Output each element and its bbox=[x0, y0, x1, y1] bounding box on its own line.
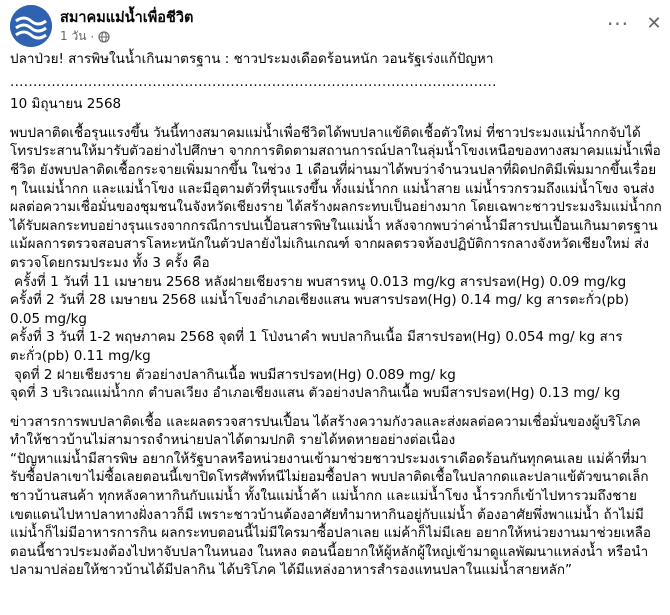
post-header bbox=[0, 0, 670, 54]
post-date: 10 มิถุนายน 2568 bbox=[10, 96, 122, 113]
page-name[interactable]: สมาคมแม่น้ำเพื่อชีวิต bbox=[60, 10, 194, 26]
river-logo-icon bbox=[10, 5, 52, 47]
dotted-rule: .......................................................................................................... bbox=[10, 73, 497, 90]
fisher-quote: “ปัญหาแม่น้ำมีสารพิษ อยากให้รัฐบาลหรือหน่วยงานเข้ามาช่วยชาวประมงเราเดือดร้อนกันทุกคนเลย แม่ค้าที่มารับซื้อปลาเขาไม่ซื้อเลยตอนนี้เขาปิดโทรศัพท์หนีไม่ยอมซื้อปลา พบปลาติดเชื้อในปลากดและปลาแข้ตัวขนาดเล็ก ชาวบ้านสนค้า ทุกหลังคาหากินกับแม่น้ำ ทั้งในแม่น้ำค้า แม่น้ำกก และแม่น้ำโขง น้ำรวกก็เข้าไปหารวมถึงชายเขตแดนไปหาปลาทางฝั่งลาวก็มี เพราะชาวบ้านต้องอาศัยทำมาหากินอยู่กับแม่น้ำ ต้องอาศัยพึ่งพาแม่น้ำ ถ้าไม่มีแม่น้ำก็ไม่มีอาหารการกิน ผลกระทบตอนนี้ไม่มีใครมาซื้อปลาเลย แม่ค้าก็ไม่มีเลย อยากให้หน่วยงานมาช่วยเหลือ ตอนนี้ชาวประมงต้องไปหาจับปลาในหนอง ในหลง ตอนนี้อยากให้ผู้หลักผู้ใหญ่เข้ามาดูแลพัฒนาแหล่งน้ำ หรือนำปลามาปล่อยให้ชาวบ้านได้มีปลากิน ได้บริโภค ได้มีแหล่งอาหารสำรองแทนปลาในแม่น้ำสายหลัก” bbox=[10, 450, 652, 579]
post-time[interactable]: 1 วัน bbox=[60, 29, 87, 43]
test-result-1: ครั้งที่ 1 วันที่ 11 เมษายน 2568 หลังฝายเชียงราย พบสารหนู 0.013 mg/kg สารปรอท(Hg) 0.09 mg/kg bbox=[14, 273, 627, 290]
post-headline: ปลาป่วย! สารพิษในน้ำเกินมาตรฐาน : ชาวประมงเดือดร้อนหนัก วอนรัฐเร่งแก้ปัญหา bbox=[10, 51, 494, 67]
test-result-3-point-2: จุดที่ 2 ฝายเชียงราย ตัวอย่างปลากินเนื้อ พบมีสารปรอท(Hg) 0.089 mg/ kg bbox=[14, 366, 456, 383]
avatar[interactable] bbox=[10, 5, 52, 47]
test-result-2: ครั้งที่ 2 วันที่ 28 เมษายน 2568 แม่น้ำโขงอำเภอเชียงแสน พบสารปรอท(Hg) 0.14 mg/ kg สารตะกั่ว(pb) 0.05 mg/kg bbox=[10, 292, 630, 327]
meta-separator: · bbox=[90, 29, 95, 44]
test-result-3: ครั้งที่ 3 วันที่ 1-2 พฤษภาคม 2568 จุดที่ 1 โป่งนาคำ พบปลากินเนื้อ มีสารปรอท(Hg) 0.054 mg/ kg สารตะกั่ว(pb) 0.11 mg/kg bbox=[10, 329, 623, 364]
post-meta bbox=[60, 27, 110, 46]
paragraph-findings: พบปลาติดเชื้อรุนแรงขึ้น วันนี้ทางสมาคมแม่น้ำเพื่อชีวิตได้พบปลาแข้ติดเชื้อตัวใหม่ ที่ชาวประมงแม่น้ำกกจับได้ โทรประสานให้มารับตัวอย่างไปศึกษา จากการติดตามสถานการณ์ปลาในลุ่มน้ำโขงเหนือของทางสมาคมแม่น้ำเพื่อชีวิต ยังพบปลาติดเชื้อกระจายเพิ่มมากขึ้น ในช่วง 1 เดือนที่ผ่านมาได้พบว่าจำนวนปลาที่ผิดปกติมีเพิ่มมากขึ้นเรื่อย ๆ ในแม่น้ำกก และแม่น้ำโขง และมีอุตามตัวที่รุนแรงขึ้น ทั้งแม่น้ำกก แม่น้ำสาย แม่น้ำรวกรวมถึงแม่น้ำโขง จนส่งผลต่อความเชื่อมั่นของชุมชนในจังหวัดเชียงราย ได้สร้างผลกระทบเป็นอย่างมาก โดยเฉพาะชาวประมงริมแม่น้ำกกได้รับผลกระทบอย่างรุนแรงจากกรณีการปนเปื้อนสารพิษในแม่น้ำ หลังจากพบว่าค่าน้ำมีสารปนเปื้อนเกินมาตรฐาน แม้ผลการตรวจสอบสารโลหะหนักในตัวปลายังไม่เกินเกณฑ์ จากผลตรวจห้องปฏิบัติการกลางจังหวัดเชียงใหม่ ส่งตรวจโดยกรมประมง ทั้ง 3 ครั้ง คือ bbox=[10, 124, 662, 271]
test-result-3-point-3: จุดที่ 3 บริเวณแม่น้ำกก ตำบลเวียง อำเภอเชียงแสน ตัวอย่างปลากินเนื้อ พบมีสารปรอท(Hg) 0.13 mg/ kg bbox=[10, 385, 621, 402]
more-options-button[interactable]: ··· bbox=[606, 12, 630, 36]
globe-icon[interactable] bbox=[98, 31, 110, 43]
close-button[interactable]: ✕ bbox=[646, 13, 662, 34]
post-body bbox=[10, 50, 662, 580]
paragraph-impact: ข่าวสารการพบปลาติดเชื้อ และผลตรวจสารปนเปื้อน ได้สร้างความกังวลและส่งผลต่อความเชื่อมั่นของผู้บริโภค ทำให้ชาวบ้านไม่สามารถจำหน่ายปลาได้ตามปกติ รายได้หดหายอย่างต่อเนื่อง bbox=[10, 413, 641, 449]
